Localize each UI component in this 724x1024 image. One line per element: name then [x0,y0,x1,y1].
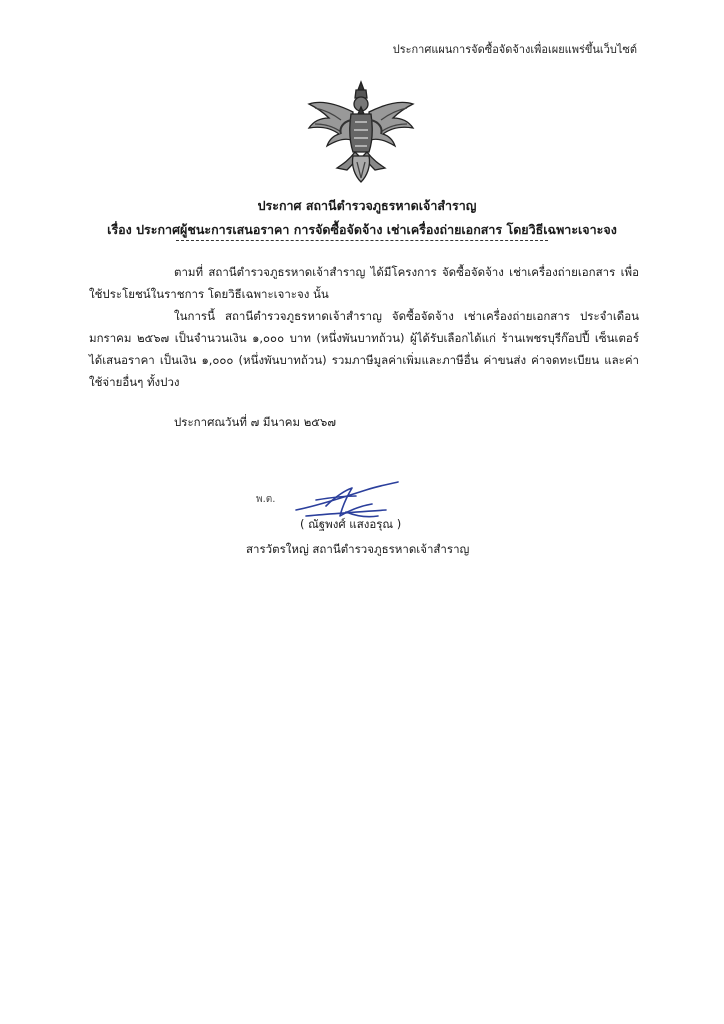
body-paragraph-1 [89,261,639,305]
announcement-subject: เรื่อง ประกาศผู้ชนะการเสนอราคา การจัดซื้อจัดจ้าง เช่าเครื่องถ่ายเอกสาร โดยวิธีเฉพาะเจาะจง [107,222,617,237]
paragraph-2-text: ในการนี้ สถานีตำรวจภูธรหาดเจ้าสำราญ จัดซื้อจัดจ้าง เช่าเครื่องถ่ายเอกสาร ประจำเดือน มกราคม ๒๕๖๗ เป็นจำนวนเงิน ๑,๐๐๐ บาท (หนึ่งพันบาทถ้วน) ผู้ได้รับเลือกได้แก่ ร้านเพชรบุรีก๊อปปี้ เซ็นเตอร์ ได้เสนอราคา เป็นเงิน ๑,๐๐๐ (หนึ่งพันบาทถ้วน) รวมภาษีมูลค่าเพิ่มและภาษีอื่น ค่าขนส่ง ค่าจดทะเบียน และค่าใช้จ่ายอื่นๆ ทั้งปวง [89,309,639,389]
garuda-emblem-icon [303,78,419,184]
dashed-divider [176,240,548,241]
paragraph-1-text: ตามที่ สถานีตำรวจภูธรหาดเจ้าสำราญ ได้มีโครงการ จัดซื้อจัดจ้าง เช่าเครื่องถ่ายเอกสาร เพื่อใช้ประโยชน์ในราชการ โดยวิธีเฉพาะเจาะจง นั้น [89,265,639,301]
announcement-date: ประกาศณวันที่ ๗ มีนาคม ๒๕๖๗ [174,415,336,429]
signer-name: ( ณัฐพงศ์ แสงอรุณ ) [300,517,402,531]
page-header-note: ประกาศแผนการจัดซื้อจัดจ้างเพื่อเผยแพร่ขึ้นเว็บไซต์ [392,43,637,56]
signature-rank-prefix: พ.ต. [256,494,276,505]
signer-position: สารวัตรใหญ่ สถานีตำรวจภูธรหาดเจ้าสำราญ [246,542,470,556]
announcement-title-line1: ประกาศ สถานีตำรวจภูธรหาดเจ้าสำราญ [257,198,477,213]
body-paragraph-2 [89,305,639,393]
announcement-title [60,194,664,242]
